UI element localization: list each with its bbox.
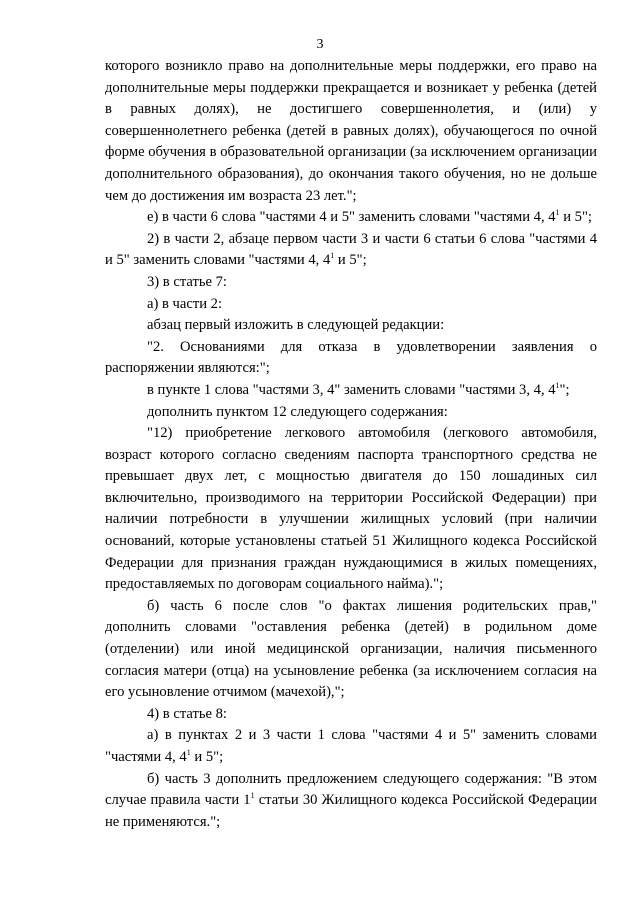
superscript: 1	[186, 748, 191, 757]
paragraph: б) часть 3 дополнить предложением следующего содержания: "В этом случае правила части $1^1$ статьи 30 Жилищного кодекса Российской Федерации не применяются.";	[105, 770, 597, 830]
paragraph: абзац первый изложить в следующей редакции:	[147, 317, 445, 334]
paragraph: дополнить пунктом 12 следующего содержания:	[147, 403, 448, 420]
superscript: 1	[555, 380, 560, 390]
paragraph: 4) в статье 8:	[147, 705, 227, 722]
paragraph: 3) в статье 7:	[147, 273, 227, 290]
paragraph: в пункте 1 слова "частями 3, 4" заменить словами "частями 3, 4, $4^1$";	[147, 380, 570, 398]
paragraph: б) часть 6 после слов "о фактах лишения родительских прав," дополнить словами "оставления ребенка (детей) в родильном доме (отделении) или иной медицинской организации, наличия письменного согласия матери (отца) на усыновление ребенка (за исключением согласия на его усыновление отчимом (мачехой),";	[105, 597, 597, 701]
paragraph: е) в части 6 слова "частями 4 и 5" заменить словами "частями 4, $4^1$ и 5";	[147, 208, 592, 226]
paragraph: а) в пунктах 2 и 3 части 1 слова "частями 4 и 5" заменить словами "частями 4, $4^1$ и 5";	[105, 727, 597, 765]
superscript: 1	[555, 208, 560, 218]
paragraph: 2) в части 2, абзаце первом части 3 и части 6 статьи 6 слова "частями 4 и 5" заменить словами "частями 4, $4^1$ и 5";	[105, 230, 597, 269]
paragraph: "2. Основаниями для отказа в удовлетворении заявления о распоряжении являются:";	[105, 338, 597, 377]
superscript: 1	[250, 791, 255, 801]
page-number: 3	[316, 37, 324, 52]
body-text	[105, 56, 597, 833]
superscript: 1	[330, 251, 335, 261]
paragraph: которого возникло право на дополнительные меры поддержки, его право на дополнительные меры поддержки прекращается и возникает у ребенка (детей в равных долях), не достигшего совершеннолетия, и (или) у совершеннолетнего ребенка (детей в равных долях), обучающегося по очной форме обучения в образовательной организации (за исключением организации дополнительного образования), до окончания такого обучения, но не дольше чем до достижения им возраста 23 лет.";	[105, 58, 597, 204]
paragraph: "12) приобретение легкового автомобиля (легкового автомобиля, возраст которого согласно сведениям паспорта транспортного средства не превышает двух лет, с мощностью двигателя до 150 лошадиных сил включительно, производимого на территории Российской Федерации) при наличии потребности в улучшении жилищных условий (при наличии оснований, которые установлены статьей 51 Жилищного кодекса Российской Федерации для признания граждан нуждающимися в жилых помещениях, предоставляемых по договорам социального найма).";	[105, 425, 597, 593]
paragraph: а) в части 2:	[147, 295, 223, 312]
